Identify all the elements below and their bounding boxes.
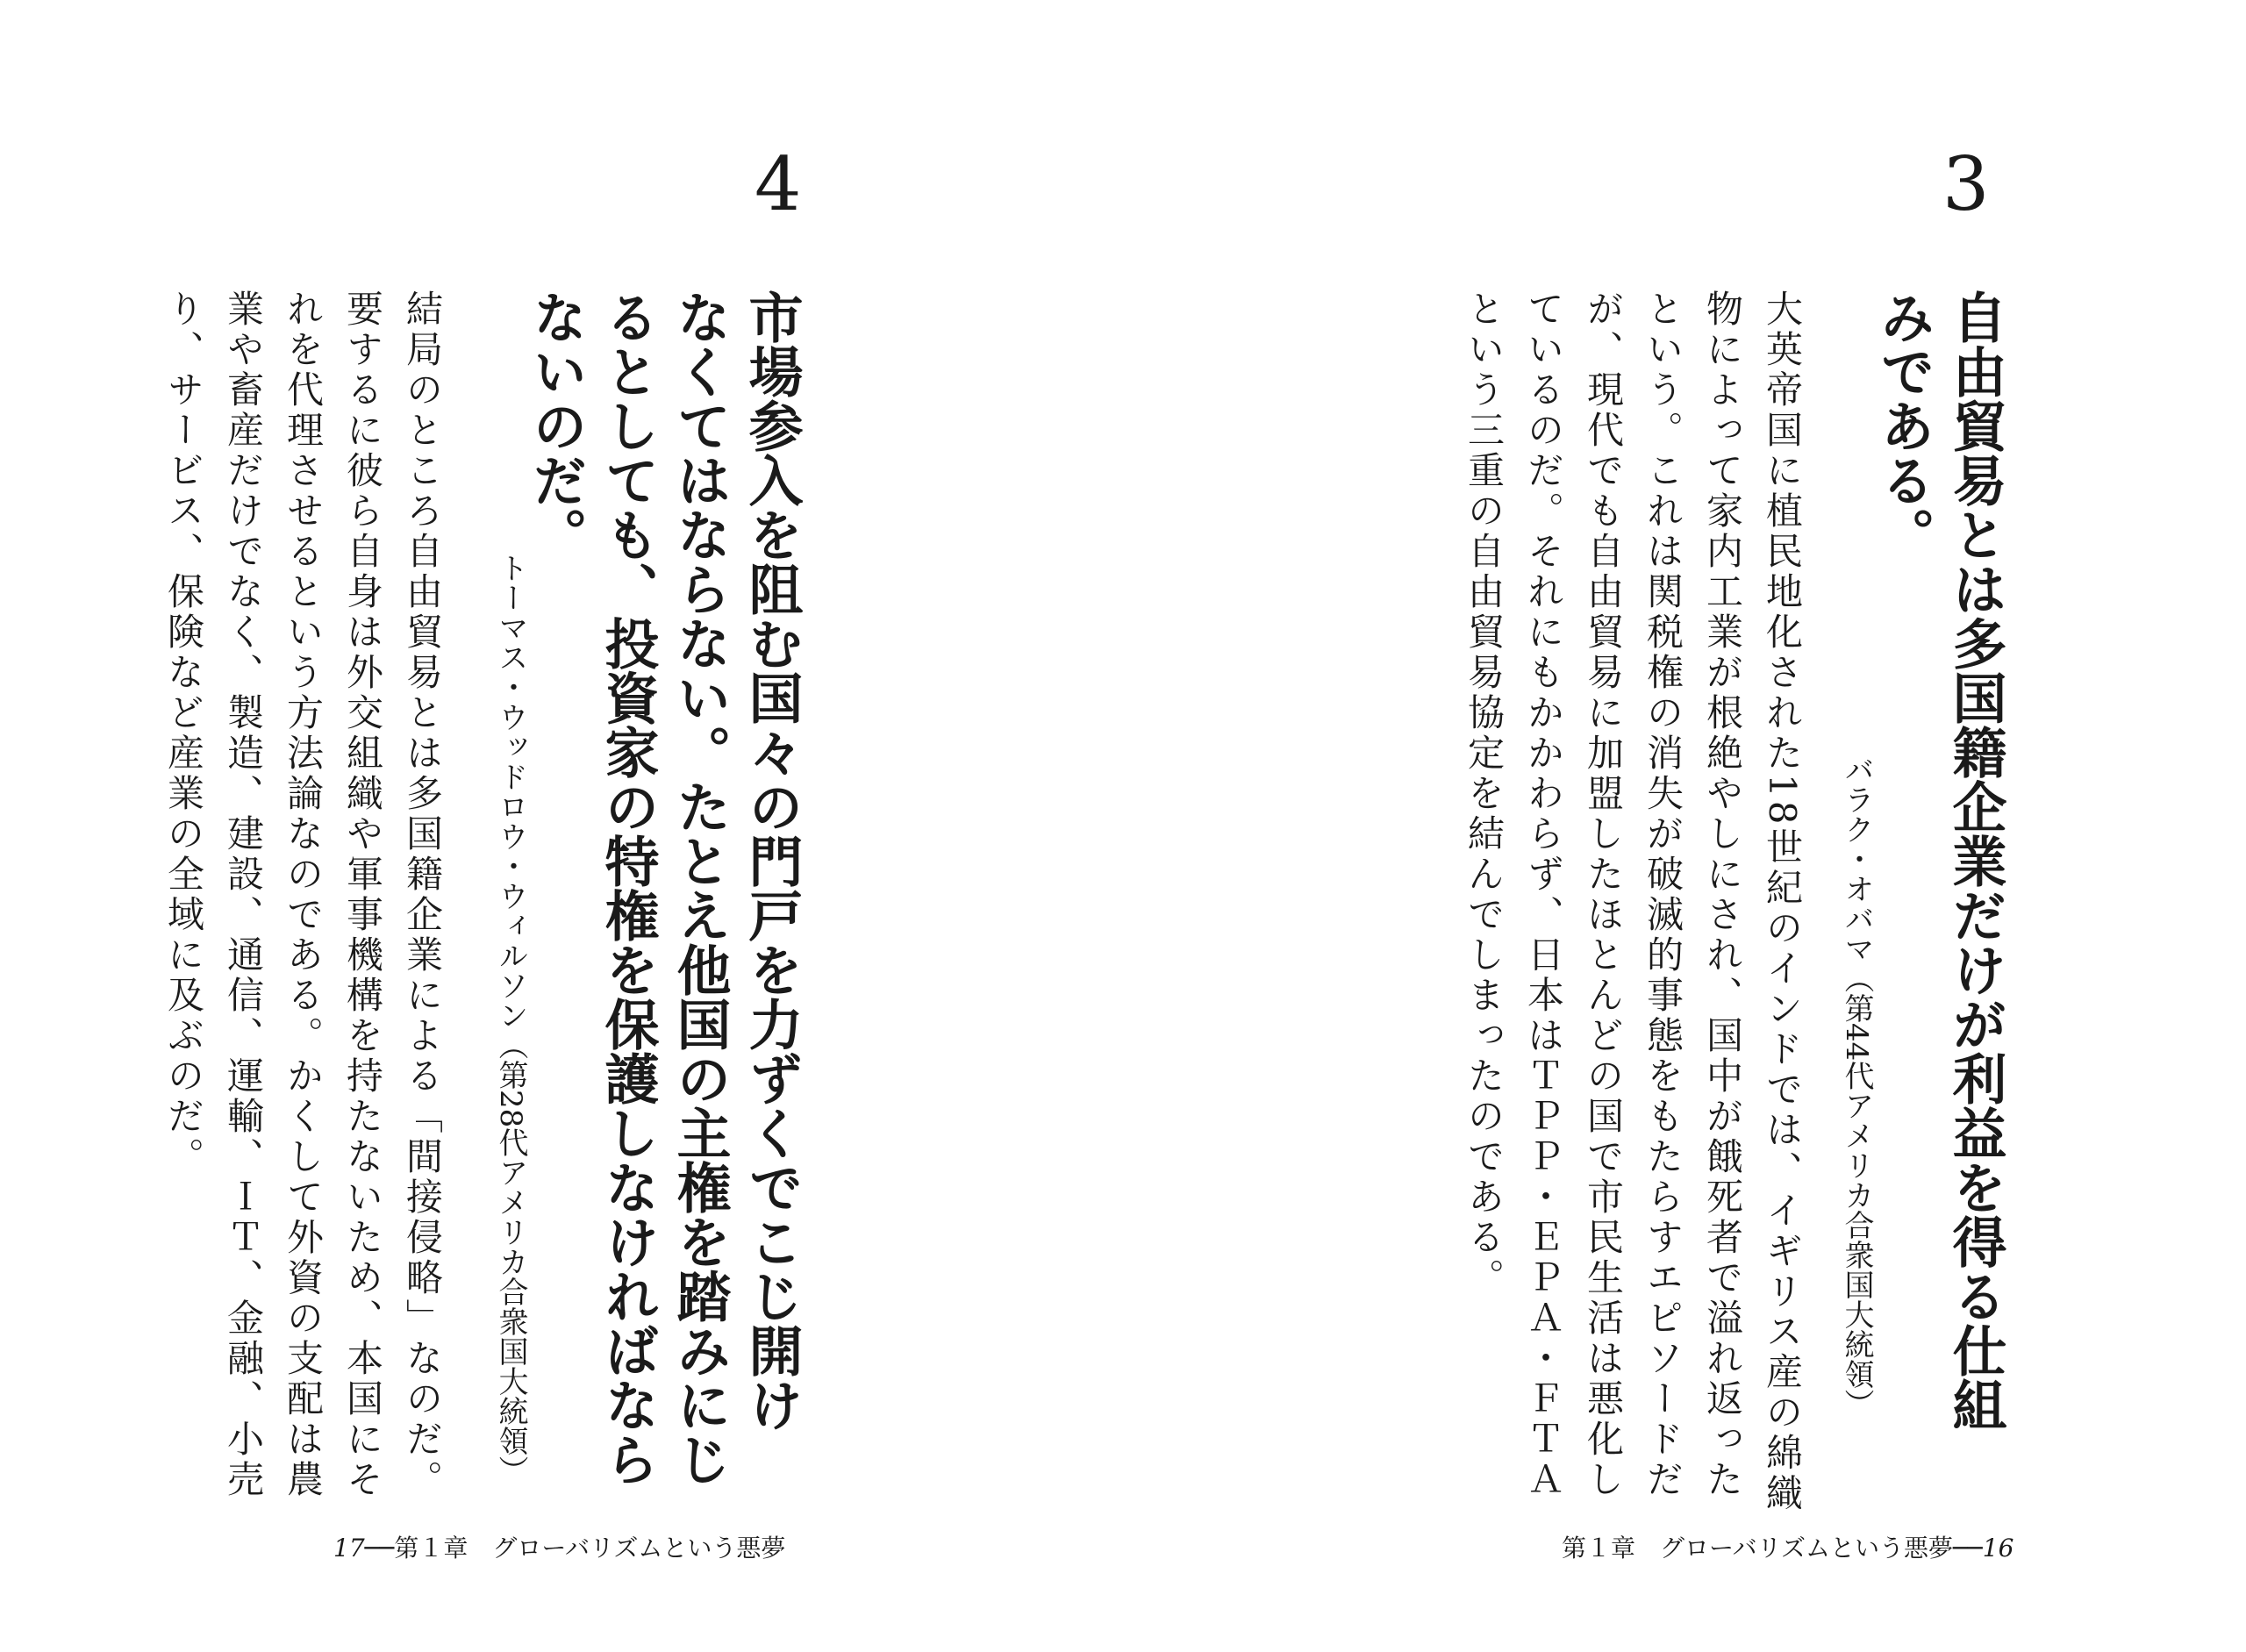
body-line: という。これは関税権の消失が破滅的事態をもたらすエピソードだ — [1642, 290, 1684, 1500]
page-number: 17 — [333, 1534, 365, 1563]
footer-dash: ── — [364, 1534, 395, 1563]
footer — [333, 1533, 785, 1564]
quote-line: みである。 — [1871, 290, 1935, 561]
body-line: 結局のところ自由貿易とは多国籍企業による「間接侵略」なのだ。 — [401, 290, 444, 1500]
page-number: 16 — [1982, 1534, 2014, 1563]
body-line: ているのだ。それにもかかわらず、日本はＴＰＰ・ＥＰＡ・ＦＴＡ — [1522, 290, 1565, 1500]
attribution-text: バラク・オバマ（第44代アメリカ合衆国大統領） — [1839, 754, 1874, 1420]
right-page — [1123, 0, 2246, 1652]
body-line: 業や畜産だけでなく、製造、建設、通信、運輸、ＩＴ、金融、小売 — [222, 290, 265, 1500]
footer-dash: ── — [1953, 1534, 1983, 1563]
body-line: が、現代でも自由貿易に加盟したほとんどの国で市民生活は悪化し — [1582, 290, 1625, 1500]
quote-line: るとしても、投資家の特権を保護しなければなら — [596, 290, 660, 1486]
body-line: という三重の自由貿易協定を結んでしまったのである。 — [1463, 290, 1506, 1298]
quote-line: ないのだ。 — [524, 290, 588, 561]
body-line: 物によって家内工業が根絶やしにされ、国中が餓死者で溢れ返った — [1701, 290, 1744, 1500]
body-line: 大英帝国に植民地化された18世紀のインドでは、イギリス産の綿織 — [1761, 290, 1804, 1514]
body-line: り、サービス、保険など産業の全域に及ぶのだ。 — [162, 290, 205, 1177]
quote-line: 自由貿易とは多国籍企業だけが利益を得る仕組 — [1943, 290, 2007, 1432]
quote-line: なくてはならない。たとえ他国の主権を踏みにじ — [668, 290, 732, 1486]
attribution-text: トーマス・ウッドロウ・ウィルソン（第28代アメリカ合衆国大統領） — [493, 553, 528, 1486]
quote-line: 市場参入を阻む国々の門戸を力ずくでこじ開け — [740, 290, 804, 1432]
quote-number: 3 — [1942, 141, 1990, 227]
chapter-title: 第１章 グローバリズムという悪夢 — [394, 1534, 786, 1563]
body-line: れを代理させるという方法論なのである。かくして外資の支配は農 — [282, 290, 325, 1500]
footer — [1562, 1533, 2014, 1564]
chapter-title: 第１章 グローバリズムという悪夢 — [1562, 1534, 1954, 1563]
quote-number: 4 — [755, 141, 802, 227]
body-line: 要するに彼ら自身は外交組織や軍事機構を持たないため、本国にそ — [341, 290, 384, 1500]
